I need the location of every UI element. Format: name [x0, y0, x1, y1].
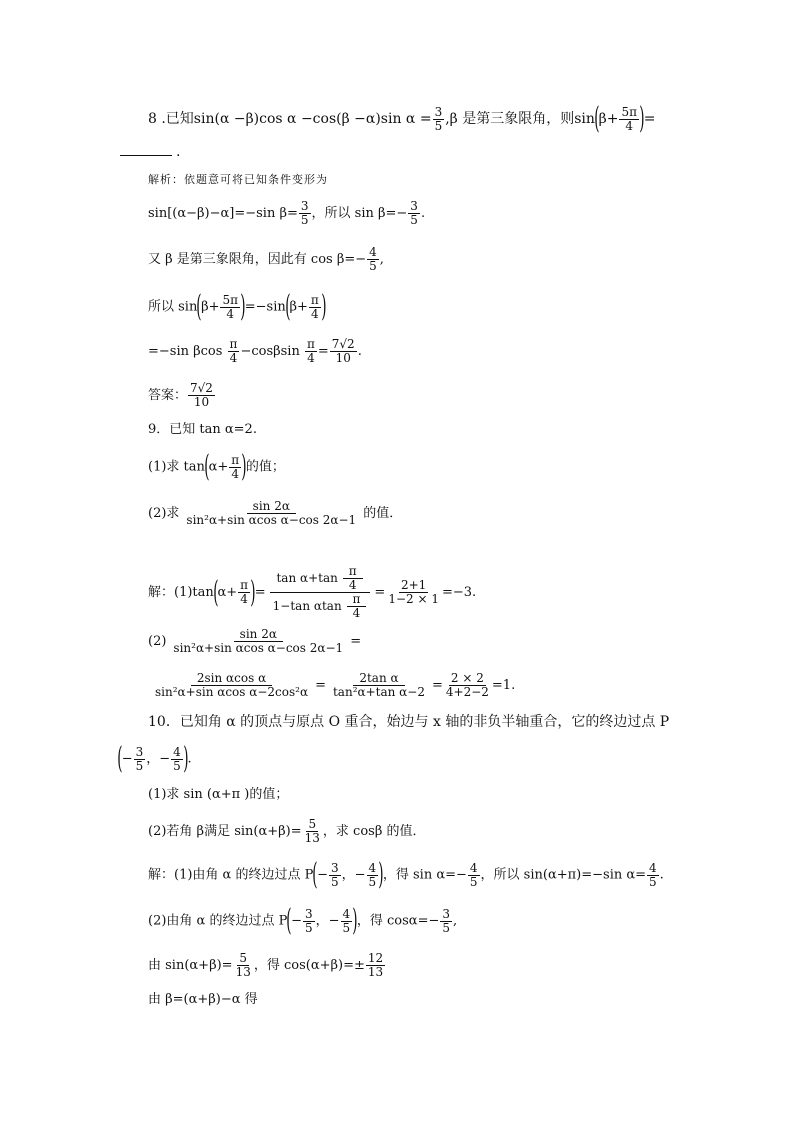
fraction: $\frac{\sin 2\alpha}{\text{sin²α+sin αcos α−cos 2α−1}}$: [173, 627, 344, 655]
fraction: $\frac{\pi}{4}$: [231, 452, 240, 481]
fraction: $\frac{3}{5}$: [304, 906, 313, 935]
fraction: tan α+tan $\frac{\pi}{4}$ 1−tan αtan $\frac{\pi}{4}$: [267, 565, 374, 620]
fraction: $\frac{3}{5}$: [135, 744, 144, 773]
fraction: $\frac{4}{5}$: [173, 744, 181, 773]
solution-8-line-2: sin[(α−β)−α]=−sin β= $\frac{3}{5}$ ，所以 sin β=− $\frac{3}{5}$ .: [148, 199, 426, 227]
fraction: $\frac{\pi}{4}$: [343, 565, 363, 592]
solution-10-line-4: 由 β=(α+β)−α 得: [148, 992, 258, 1007]
fraction: $\frac{\text{2sin αcos α}}{\text{sin²α+sin αcos α−2cos²α}}$: [155, 671, 309, 699]
large-paren: ): [250, 574, 256, 610]
fraction: $\frac{\pi}{4}$: [347, 593, 367, 620]
large-paren: (: [312, 857, 318, 892]
fraction: $\frac{4}{5}$: [469, 860, 478, 889]
fraction: $\frac{7√2}{10}$: [331, 337, 355, 365]
fraction: $\frac{12}{13}$: [367, 951, 384, 979]
fraction: $\frac{3}{5}$: [442, 906, 450, 935]
large-paren: (: [204, 449, 210, 484]
large-paren: ): [352, 903, 358, 938]
fraction: $\frac{3}{5}$: [330, 860, 339, 889]
solution-10-line-2: (2)由角 α 的终边过点 P(− $\frac{3}{5}$ ，− $\frac{4}{5}$ )，得 cosα=− $\frac{3}{5}$ ,: [148, 903, 458, 938]
fraction: $\frac{\pi}{4}$: [229, 337, 238, 365]
solution-8-line-4: 所以 sin(β+ $\frac{5\pi}{4}$ )=−sin(β+ $\frac{\pi}{4}$ ): [148, 289, 327, 324]
large-paren: (: [196, 289, 202, 324]
fraction: $\frac{3}{5}$: [410, 199, 418, 227]
large-paren: ): [378, 857, 384, 892]
problem-10-part-1: (1)求 sin (α+π )的值；: [148, 787, 289, 802]
fraction: $\frac{2+1}{1-2 \times 1}$: [388, 578, 439, 606]
large-paren: ): [183, 741, 189, 776]
problem-10-line-1: 10．已知角 α 的顶点与原点 O 重合，始边与 x 轴的非负半轴重合，它的终边过点 P: [148, 714, 670, 730]
fraction: $\frac{5\pi}{4}$: [222, 292, 239, 321]
answer-blank: .: [120, 142, 180, 162]
large-paren: (: [117, 741, 123, 776]
solution-8-line-3: 又 β 是第三象限角，因此有 cos β=− $\frac{4}{5}$ ,: [148, 245, 384, 273]
fraction: $\frac{3}{5}$: [434, 104, 443, 133]
large-paren: ): [241, 449, 247, 484]
fraction: $\frac{3}{5}$: [300, 199, 309, 227]
blank-line: [120, 155, 172, 156]
large-paren: ): [320, 289, 327, 324]
solution-8-intro: 解析：依题意可将已知条件变形为: [148, 173, 328, 186]
fraction: $\frac{\sin 2\alpha}{\text{sin²α+sin αcos α−cos 2α−1}}$: [186, 499, 357, 527]
fraction: $\frac{4}{5}$: [369, 245, 377, 273]
fraction: $\frac{4}{5}$: [368, 860, 377, 889]
answer-8: 答案： $\frac{7√2}{10}$: [148, 381, 213, 409]
solution-10-line-3: 由 sin(α+β)= $\frac{5}{13}$ ，得 cos(α+β)=± $\frac{12}{13}$: [148, 951, 384, 979]
problem-9-part-2: (2)求 $\frac{\sin 2\alpha}{\text{sin²α+sin αcos α−cos 2α−1}}$ 的值．: [148, 499, 403, 527]
problem-9-part-1: (1)求 tan(α+ $\frac{\pi}{4}$ )的值；: [148, 449, 285, 484]
fraction: $\frac{\pi}{4}$: [240, 578, 249, 606]
fraction: $\frac{\pi}{4}$: [306, 337, 315, 365]
large-paren: (: [284, 289, 291, 324]
solution-10-line-1: 解：(1)由角 α 的终边过点 P(− $\frac{3}{5}$ ，− $\frac{4}{5}$ )，得 sin α=− $\frac{4}{5}$ ，所以 sin(α+π)=−sin α= $\frac{4}{5}$ .: [148, 857, 664, 892]
fraction: $\frac{2 \times 2}{4+2-2}$: [445, 671, 489, 699]
large-paren: ): [639, 101, 645, 136]
large-paren: ): [240, 289, 246, 324]
problem-10-point: (− $\frac{3}{5}$ ，− $\frac{4}{5}$ ).: [117, 741, 192, 776]
fraction: $\frac{\text{2tan α}}{\text{tan²α+tan α−2}}$: [332, 671, 425, 699]
fraction: $\frac{5\pi}{4}$: [621, 104, 637, 133]
large-paren: (: [594, 101, 600, 136]
fraction: $\frac{5}{13}$: [235, 951, 251, 979]
fraction: $\frac{4}{5}$: [342, 906, 351, 935]
problem-10-part-2: (2)若角 β满足 sin(α+β)= $\frac{5}{13}$ ，求 cosβ 的值．: [148, 817, 426, 845]
large-paren: (: [286, 903, 292, 938]
solution-8-line-5: =−sin βcos $\frac{\pi}{4}$ −cosβsin $\frac{\pi}{4}$ = $\frac{7√2}{10}$ .: [148, 337, 362, 365]
fraction: $\frac{7√2}{10}$: [190, 381, 213, 409]
problem-8-line-1: 8 .已知sin(α −β)cos α −cos(β −α)sin α = $\frac{3}{5}$ ,β 是第三象限角，则sin(β+ $\frac{5\pi}{4}$ )=: [148, 101, 656, 136]
solution-9-line-1: 解：(1)tan(α+ $\frac{\pi}{4}$ )= tan α+tan $\frac{\pi}{4}$ 1−tan αtan $\frac{\pi}{4}$ = $\frac{2+1}{1-2 \times 1}$ =−3.: [148, 564, 477, 620]
problem-9-line-1: 9．已知 tan α=2.: [148, 422, 257, 437]
fraction: $\frac{\pi}{4}$: [310, 292, 319, 321]
solution-9-line-2: (2) $\frac{\sin 2\alpha}{\text{sin²α+sin αcos α−cos 2α−1}}$ =: [148, 627, 362, 655]
fraction: $\frac{4}{5}$: [649, 860, 657, 889]
fraction: $\frac{5}{13}$: [304, 817, 320, 845]
solution-9-line-3: $\frac{\text{2sin αcos α}}{\text{sin²α+sin αcos α−2cos²α}}$ = $\frac{\text{2tan α}}{\text{tan²α+tan α−2}}$ = $\frac{2 \times 2}{4+2-2}$ =1.: [148, 672, 515, 699]
large-paren: (: [212, 574, 219, 610]
